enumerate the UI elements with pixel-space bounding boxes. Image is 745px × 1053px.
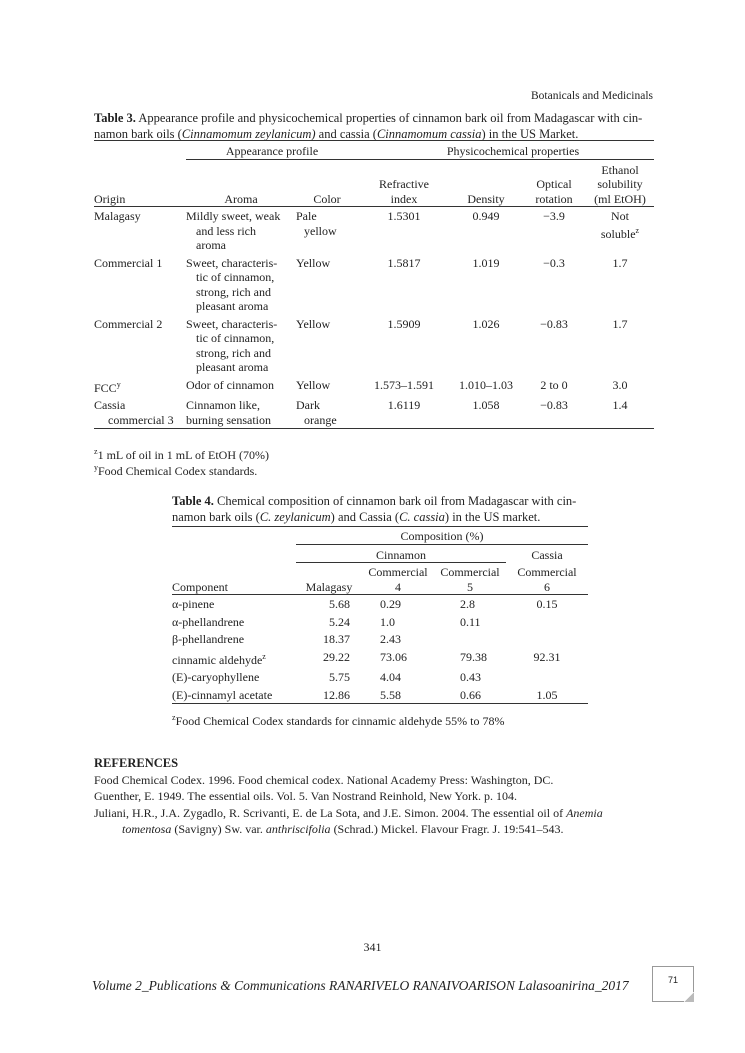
cell-commercial4: 4.04 (380, 670, 401, 684)
table-row (94, 375, 654, 396)
page-footer: Volume 2_Publications & Communications RANARIVELO RANAIVOARISON Lalasoanirina_2017 (92, 978, 629, 993)
cell-commercial4: 73.06 (380, 649, 407, 664)
cell-refractive-index: 1.573–1.591 (374, 377, 434, 392)
cell-origin: Cassia commercial 3 (94, 398, 174, 427)
col-commercial5: Commercial 5 (440, 565, 500, 594)
cell-ethanol: 1.4 (612, 398, 628, 412)
table4 (172, 526, 588, 704)
cell-optical-rotation: −0.83 (540, 316, 568, 331)
cell-component: cinnamic aldehyde$^z$ (172, 651, 266, 667)
cell-commercial5 (434, 629, 506, 647)
cell-malagasy: 18.37 (323, 632, 350, 646)
col-commercial4: Commercial 4 (368, 565, 428, 594)
cell-color: Pale yellow (296, 209, 337, 238)
group-appearance: Appearance profile (186, 141, 358, 160)
cell-origin: Commercial 2 (94, 316, 163, 331)
cell-optical-rotation: −0.3 (543, 255, 565, 270)
page-badge: 71 (652, 966, 694, 1002)
cell-component: (E)-cinnamyl acetate (172, 687, 273, 702)
cell-density: 1.010–1.03 (459, 377, 513, 392)
cell-density: 1.026 (472, 316, 500, 331)
table3-footnote-z: $^z$1 mL of oil in 1 mL of EtOH (70%) (94, 447, 269, 462)
col-malagasy: Malagasy (305, 579, 353, 594)
cell-commercial6: 0.15 (536, 597, 558, 611)
col-commercial6: Commercial 6 (517, 565, 577, 594)
page-number: 341 (363, 940, 382, 954)
group-cinnamon: Cinnamon (296, 544, 506, 563)
cell-component: β-phellandrene (172, 632, 245, 646)
group-physico: Physicochemical properties (358, 141, 654, 160)
references (94, 755, 654, 838)
cell-commercial4: 1.0 (380, 614, 395, 629)
cell-refractive-index: 1.6119 (387, 398, 421, 412)
cell-origin: FCC$^y$ (94, 379, 121, 395)
table3-caption: Table 3. Appearance profile and physicochemical properties of cinnamon bark oil from Madagascar with cin- namon bark oils (Cinnamomum zeylanicum) and cassia (Cinnamomum cassia) in the US Market. (94, 111, 643, 141)
col-density: Density (467, 191, 505, 206)
cell-refractive-index: 1.5817 (387, 255, 421, 270)
group-cassia: Cassia (531, 547, 563, 562)
cell-density: 1.019 (472, 255, 500, 270)
cell-origin: Malagasy (94, 209, 141, 223)
cell-commercial5: 2.8 (460, 597, 475, 611)
table-row (172, 647, 588, 668)
cell-commercial6: 1.05 (536, 687, 558, 702)
cell-malagasy: 5.68 (329, 597, 350, 611)
col-color: Color (313, 191, 341, 206)
cell-ethanol: 1.7 (612, 316, 628, 331)
cell-color: Yellow (296, 377, 331, 392)
cell-commercial5: 0.43 (460, 670, 481, 684)
cell-component: α-pinene (172, 597, 215, 611)
cell-aroma: Sweet, characteris- tic of cinnamon, strong, rich and pleasant aroma (186, 316, 278, 374)
page-fold-icon (684, 992, 694, 1002)
table4-label: Table 4. (172, 494, 214, 508)
cell-ethanol: 1.7 (612, 255, 628, 270)
cell-commercial4: 5.58 (380, 687, 401, 702)
col-aroma: Aroma (224, 191, 258, 206)
cell-ethanol: 3.0 (612, 377, 628, 392)
cell-density: 0.949 (472, 209, 500, 223)
cell-color: Yellow (296, 316, 331, 331)
cell-ethanol: Not soluble$^z$ (600, 209, 640, 241)
group-composition: Composition (%) (296, 527, 588, 545)
col-component: Component (172, 579, 228, 594)
col-refractive: Refractive index (379, 177, 429, 206)
table-row (172, 629, 588, 647)
cell-aroma: Odor of cinnamon (186, 377, 274, 392)
cell-commercial6 (506, 667, 588, 685)
table4-header-row (172, 563, 588, 595)
cell-aroma: Cinnamon like, burning sensation (186, 398, 271, 427)
cell-malagasy: 12.86 (323, 687, 350, 702)
table4-footnote: $^z$Food Chemical Codex standards for cinnamic aldehyde 55% to 78% (172, 713, 505, 728)
reference-item: Guenther, E. 1949. The essential oils. Vol. 5. Van Nostrand Reinhold, New York. p. 104. (94, 789, 517, 803)
cell-component: α-phellandrene (172, 614, 245, 629)
cell-malagasy: 5.24 (329, 614, 350, 629)
table4-caption: Table 4. Chemical composition of cinnamon bark oil from Madagascar with cin- namon bark oils (C. zeylanicum) and Cassia (C. cassia) in the US market. (172, 494, 577, 524)
cell-optical-rotation: 2 to 0 (540, 377, 568, 392)
reference-item: Food Chemical Codex. 1996. Food chemical codex. National Academy Press: Washington, DC. (94, 772, 554, 787)
table3-header-row (94, 159, 654, 207)
table-row (94, 395, 654, 429)
cell-color: Yellow (296, 255, 331, 270)
cell-commercial4: 2.43 (380, 632, 401, 646)
table-row (172, 685, 588, 704)
cell-refractive-index: 1.5301 (387, 209, 421, 223)
table3 (94, 140, 654, 429)
col-optical: Optical rotation (535, 177, 573, 206)
cell-color: Dark orange (296, 398, 337, 427)
cell-optical-rotation: −0.83 (540, 398, 568, 412)
cell-origin: Commercial 1 (94, 255, 163, 270)
cell-density: 1.058 (472, 398, 500, 412)
cell-malagasy: 29.22 (323, 649, 350, 664)
cell-commercial6 (506, 629, 588, 647)
cell-component: (E)-caryophyllene (172, 670, 260, 684)
table-row (94, 253, 654, 314)
cell-commercial4: 0.29 (380, 597, 401, 611)
cell-commercial5: 0.11 (460, 614, 481, 629)
table-row (172, 595, 588, 612)
col-ethanol: Ethanol solubility (ml EtOH) (594, 162, 646, 206)
cell-aroma: Mildly sweet, weak and less rich aroma (186, 209, 281, 252)
table-row (94, 314, 654, 375)
cell-commercial6 (506, 612, 588, 630)
cell-commercial5: 0.66 (460, 687, 481, 702)
table3-footnote-y: $^y$Food Chemical Codex standards. (94, 463, 258, 478)
table-row (172, 667, 588, 685)
running-header: Botanicals and Medicinals (531, 90, 653, 102)
cell-commercial5: 79.38 (460, 649, 487, 664)
table3-label: Table 3. (94, 111, 136, 125)
table-row (94, 207, 654, 253)
references-heading: REFERENCES (94, 756, 179, 770)
reference-item: Juliani, H.R., J.A. Zygadlo, R. Scrivanti, E. de La Sota, and J.E. Simon. 2004. The essential oil of Anemia tomentosa (Savigny) Sw. var. anthriscifolia (Schrad.) Mickel. Flavour Fragr. J. 19:541–543. (94, 805, 603, 836)
cell-malagasy: 5.75 (329, 670, 350, 684)
cell-aroma: Sweet, characteris- tic of cinnamon, strong, rich and pleasant aroma (186, 255, 278, 313)
col-origin: Origin (94, 191, 126, 206)
cell-commercial6: 92.31 (533, 649, 561, 664)
cell-refractive-index: 1.5909 (387, 316, 421, 331)
cell-optical-rotation: −3.9 (543, 209, 565, 223)
table-row (172, 612, 588, 630)
